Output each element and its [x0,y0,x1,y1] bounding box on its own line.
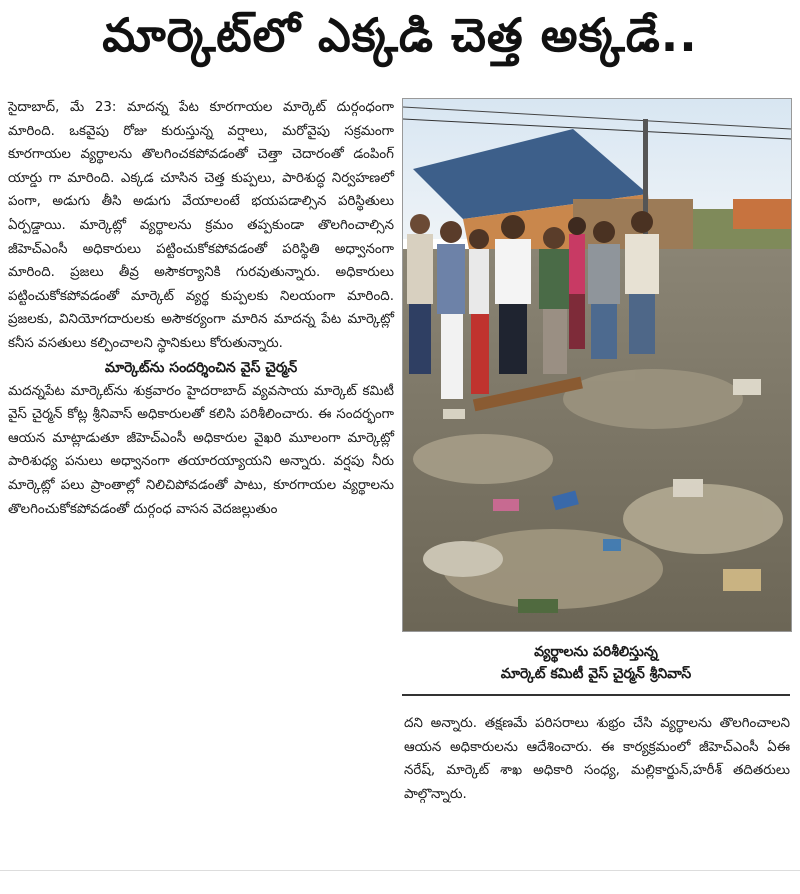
photo-caption-line-1: వ్యర్థాలను పరిశీలిస్తున్న [534,644,658,660]
article-column-right [404,712,790,806]
article-column-left [8,96,394,521]
photo-caption-line-2: మార్కెట్ కమిటీ వైస్ చైర్మన్ శ్రీనివాస్ [500,666,692,682]
article-paragraph-2: మదన్నపేట మార్కెట్‌ను శుక్రవారం హైదరాబాద్ వ్యవసాయ మార్కెట్ కమిటీ వైస్ చైర్మన్ కోట్ల శ్రీనివాస్ అధికారులతో కలిసి పరిశీలించారు. ఈ సందర్భంగా ఆయన మాట్లాడుతూ జీహెచ్ఎంసీ అధికారుల వైఖరి మూలంగా మార్కెట్లో పారిశుధ్య పనులు అధ్వానంగా తయారయ్యాయని అన్నారు. వర్షపు నీరు మార్కెట్లో పలు ప్రాంతాల్లో నిలిచిపోవడంతో పాటు, కూరగాయల వ్యర్థాలను తొలగించుకోకపోవడంతో దుర్గంధ వాసన వెదజల్లుతుం [8,383,394,517]
article-subheading: మార్కెట్‌ను సందర్శించిన వైస్ చైర్మన్ [104,359,298,376]
market-garbage-photo [403,99,791,631]
page-bottom-divider [0,870,800,871]
photo-caption [402,632,790,696]
news-photo [402,98,792,632]
article-paragraph-3: దని అన్నారు. తక్షణమే పరిసరాలు శుభ్రం చేసి వ్యర్థాలను తొలగించాలని ఆయన అధికారులను ఆదేశించారు. ఈ కార్యక్రమంలో జీహెచ్ఎంసీ ఏఈ నరేష్, మార్కెట్ శాఖ అధికారి సంధ్య, మల్లికార్జున్,హరీశ్ తదితరులు పాల్గొన్నారు. [404,716,790,802]
headline: మార్కెట్‌లో ఎక్కడి చెత్త అక్కడే.. [102,8,698,62]
article-paragraph-1: సైదాబాద్, మే 23: మాదన్న పేట కూరగాయల మార్కెట్ దుర్గంధంగా మారింది. ఒకవైపు రోజు కురుస్తున్న వర్షాలు, మరోవైపు సక్రమంగా కూరగాయల వ్యర్థాలను తొలగించకపోవడంతో చెత్తా చెదారంతో డంపింగ్ యార్డు గా మారింది. ఎక్కడ చూసిన చెత్త కుప్పలు, పారిశుద్ధ నిర్వహణలో పంగా, అడుగు తీసి అడుగు వేయాలంటే భయపడాల్సిన పరిస్థితులు ఏర్పడ్డాయి. మార్కెట్లో వ్యర్థాలను క్రమం తప్పకుండా తొలగించాల్సిన జీహెచ్ఎంసీ అధికారులు పట్టించుకోకపోవడంతో పరిస్థితి అధ్వానంగా మారింది. ప్రజలు తీవ్ర అసౌకర్యానికి గురవుతున్నారు. అధికారులు పట్టించుకోకపోవడంతో మార్కెట్ వ్యర్థ కుప్పలకు నిలయంగా మారింది. ప్రజలకు, వినియోగదారులకు అసౌకర్యంగా మారిన మాదన్న పేట మార్కెట్లో కనీస వసతులు కల్పించాలని స్థానికులు కోరుతున్నారు. [8,100,394,351]
